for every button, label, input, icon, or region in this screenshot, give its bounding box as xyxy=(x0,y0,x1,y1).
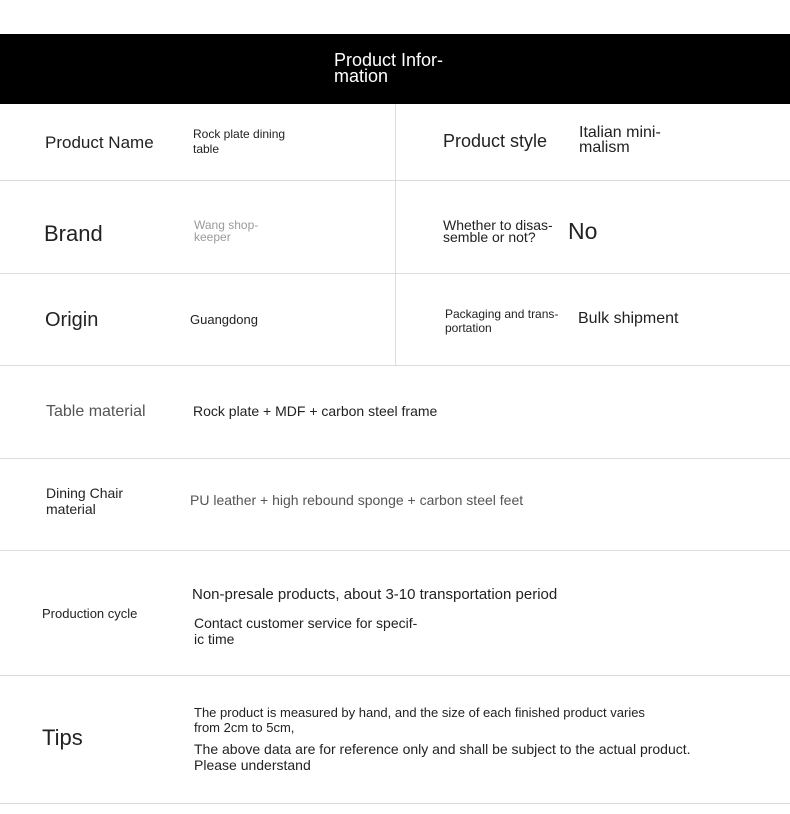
product-name-value: Rock plate dining table xyxy=(193,127,286,156)
tips-label: Tips xyxy=(42,725,83,750)
production-cycle-value-2: Contact customer service for specif- ic time xyxy=(194,615,418,647)
tips-value-1: The product is measured by hand, and the size of each finished product varies from 2cm to 5cm, xyxy=(194,705,645,735)
origin-value: Guangdong xyxy=(190,312,258,327)
product-style-value: Italian mini- malism xyxy=(579,124,661,156)
packaging-value: Bulk shipment xyxy=(578,310,679,327)
disassemble-value: No xyxy=(568,218,598,244)
row-divider xyxy=(0,803,790,804)
row-divider xyxy=(0,675,790,676)
chair-material-label: Dining Chair material xyxy=(46,485,124,517)
row-divider xyxy=(0,550,790,551)
table-material-label: Table material xyxy=(46,403,146,420)
table-material-value: Rock plate + MDF + carbon steel frame xyxy=(193,403,438,419)
origin-label: Origin xyxy=(45,309,99,331)
packaging-label: Packaging and trans- portation xyxy=(445,307,559,335)
production-cycle-label: Production cycle xyxy=(42,606,138,621)
row-divider xyxy=(0,458,790,459)
disassemble-label: Whether to disas- semble or not? xyxy=(443,217,553,245)
product-name-label: Product Name xyxy=(45,133,154,152)
production-cycle-value-1: Non-presale products, about 3-10 transportation period xyxy=(192,586,558,603)
brand-label: Brand xyxy=(44,221,103,246)
tips-value-2: The above data are for reference only and shall be subject to the actual product. Please understand xyxy=(194,741,691,773)
brand-value: Wang shop- keeper xyxy=(194,218,259,244)
product-style-label: Product style xyxy=(443,131,548,151)
section-title: Product Infor- mation xyxy=(334,50,444,86)
section-header xyxy=(0,34,790,104)
chair-material-value: PU leather + high rebound sponge + carbon steel feet xyxy=(190,492,524,508)
column-divider xyxy=(395,104,396,366)
